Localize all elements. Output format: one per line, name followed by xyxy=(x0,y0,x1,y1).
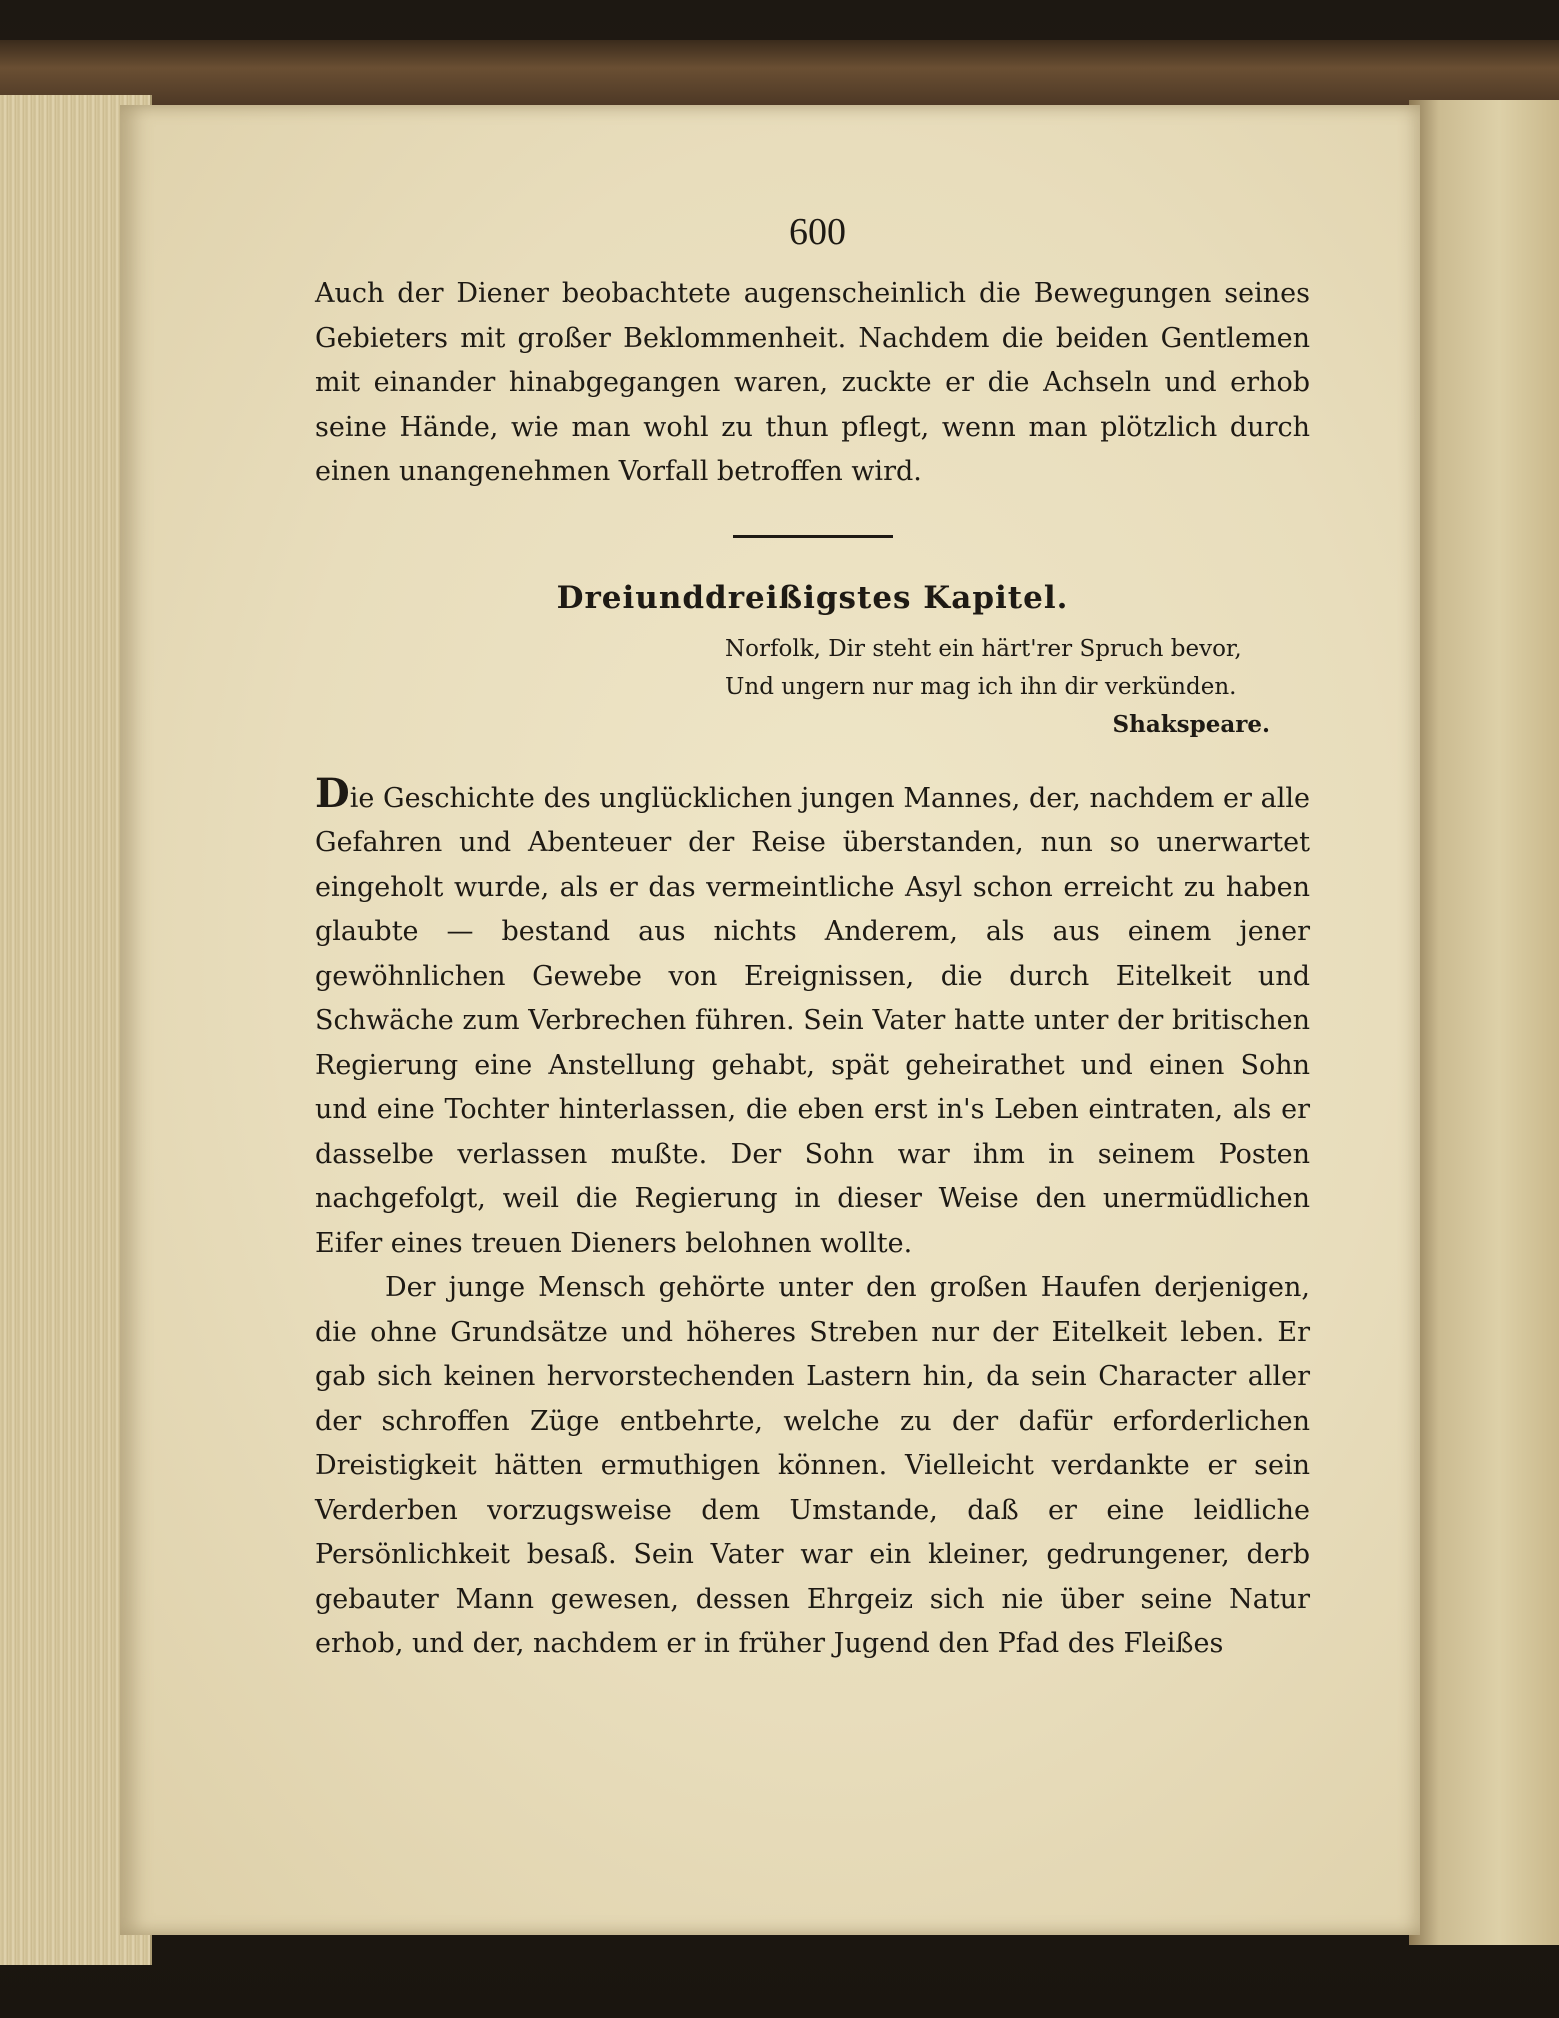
book-cover-edge xyxy=(0,40,1559,110)
section-divider xyxy=(733,535,893,538)
page-text-block xyxy=(315,210,1310,1667)
chapter-title: Dreiunddreißigstes Kapitel. xyxy=(556,579,1069,616)
epigraph-line-1: Norfolk, Dir steht ein härt'rer Spruch bevor, xyxy=(725,635,1242,662)
page-number: 600 xyxy=(789,211,846,253)
chapter-paragraph-2: Der junge Mensch gehörte unter den großen Haufen derjenigen, die ohne Grundsätze und höheres Streben nur der Eitelkeit leben. Er gab sich keinen hervorstechenden Lastern hin, da sein Character aller der schroffen Züge entbehrte, welche zu der dafür erforderlichen Dreistigkeit hätten ermuthigen können. Vielleicht verdankte er sein Verderben vorzugsweise dem Umstande, daß er eine leidliche Persönlichkeit besaß. Sein Vater war ein kleiner, gedrungener, derb gebauter Mann gewesen, dessen Ehrgeiz sich nie über seine Natur erhob, und der, nachdem er in früher Jugend den Pfad des Fleißes xyxy=(315,1272,1310,1659)
epigraph xyxy=(725,630,1310,744)
drop-cap-initial: D xyxy=(315,769,350,817)
adjacent-page-edge xyxy=(1409,100,1559,1945)
opening-paragraph: Auch der Diener beobachtete augenscheinlich die Bewegungen seines Gebieters mit großer Beklommenheit. Nachdem die beiden Gentlemen mit einander hinabgegangen waren, zuckte er die Achseln und erhob seine Hände, wie man wohl zu thun pflegt, wenn man plötzlich durch einen unangenehmen Vorfall betroffen wird. xyxy=(315,278,1310,487)
chapter-paragraph-1 xyxy=(315,769,1310,1267)
epigraph-author: Shakspeare. xyxy=(1112,710,1270,738)
paragraph-1-text: ie Geschichte des unglücklichen jungen Mannes, der, nachdem er alle Gefahren und Abenteuer der Reise überstanden, nun so unerwartet eingeholt wurde, als er das vermeintliche Asyl schon erreicht zu haben glaubte — bestand aus nichts Anderem, als aus einem jener gewöhnlichen Gewebe von Ereignissen, die durch Eitelkeit und Schwäche zum Verbrechen führen. Sein Vater hatte unter der britischen Regierung eine Anstellung gehabt, spät geheirathet und einen Sohn und eine Tochter hinterlassen, die eben erst in's Leben eintraten, als er dasselbe verlassen mußte. Der Sohn war ihm in seinem Posten nachgefolgt, weil die Regierung in dieser Weise den unermüdlichen Eifer eines treuen Dieners belohnen wollte. xyxy=(315,782,1310,1259)
epigraph-line-2: Und ungern nur mag ich ihn dir verkünden. xyxy=(725,673,1237,700)
